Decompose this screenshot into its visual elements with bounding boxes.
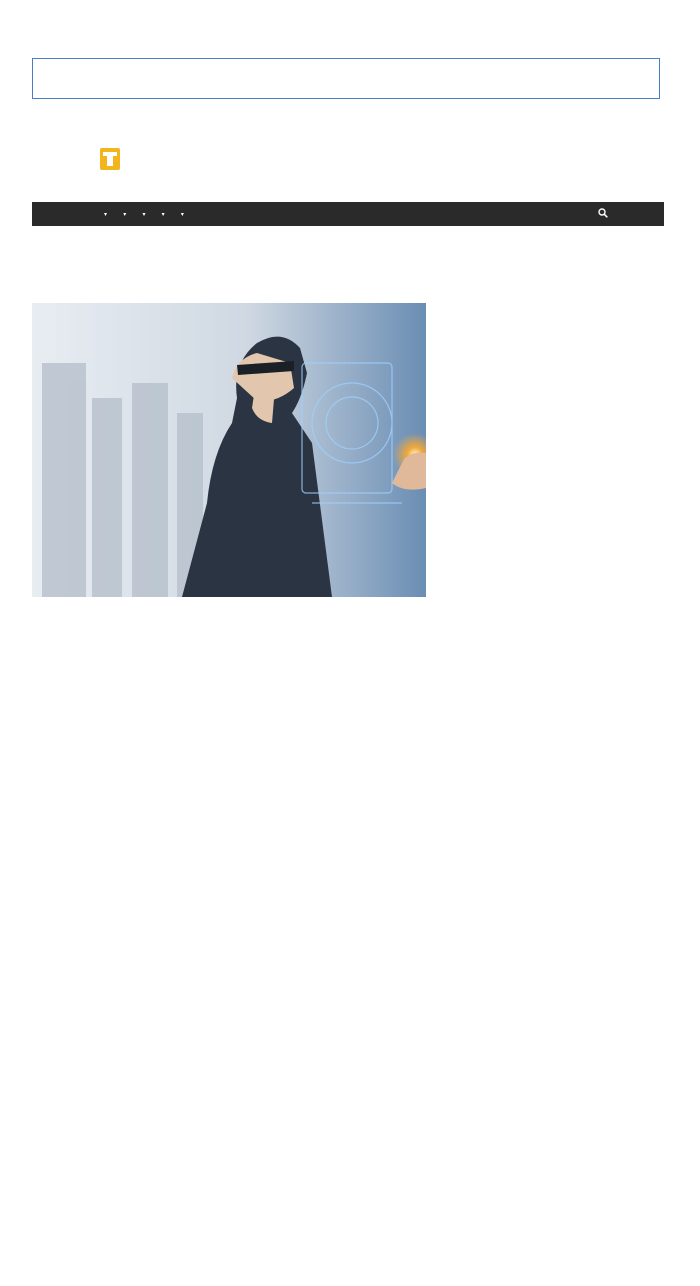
lighthouse-logo-icon — [100, 148, 120, 170]
clipping-header — [32, 58, 660, 99]
search-icon[interactable] — [598, 208, 608, 218]
chevron-down-icon: ▾ — [104, 211, 108, 218]
main-navigation — [32, 202, 664, 226]
nav-item-portugues[interactable] — [179, 211, 184, 218]
nav-item-espanol[interactable] — [160, 211, 165, 218]
article-hero-image — [32, 303, 426, 597]
masthead — [32, 130, 664, 202]
nav-item-francais[interactable] — [140, 211, 145, 218]
chevron-down-icon: ▾ — [142, 211, 146, 218]
chevron-down-icon: ▾ — [123, 211, 127, 218]
chevron-down-icon: ▾ — [180, 211, 185, 218]
chevron-down-icon: ▾ — [161, 211, 165, 218]
nav-item-edizioni-locali[interactable] — [121, 211, 126, 218]
nav-item-menu[interactable] — [102, 211, 107, 218]
